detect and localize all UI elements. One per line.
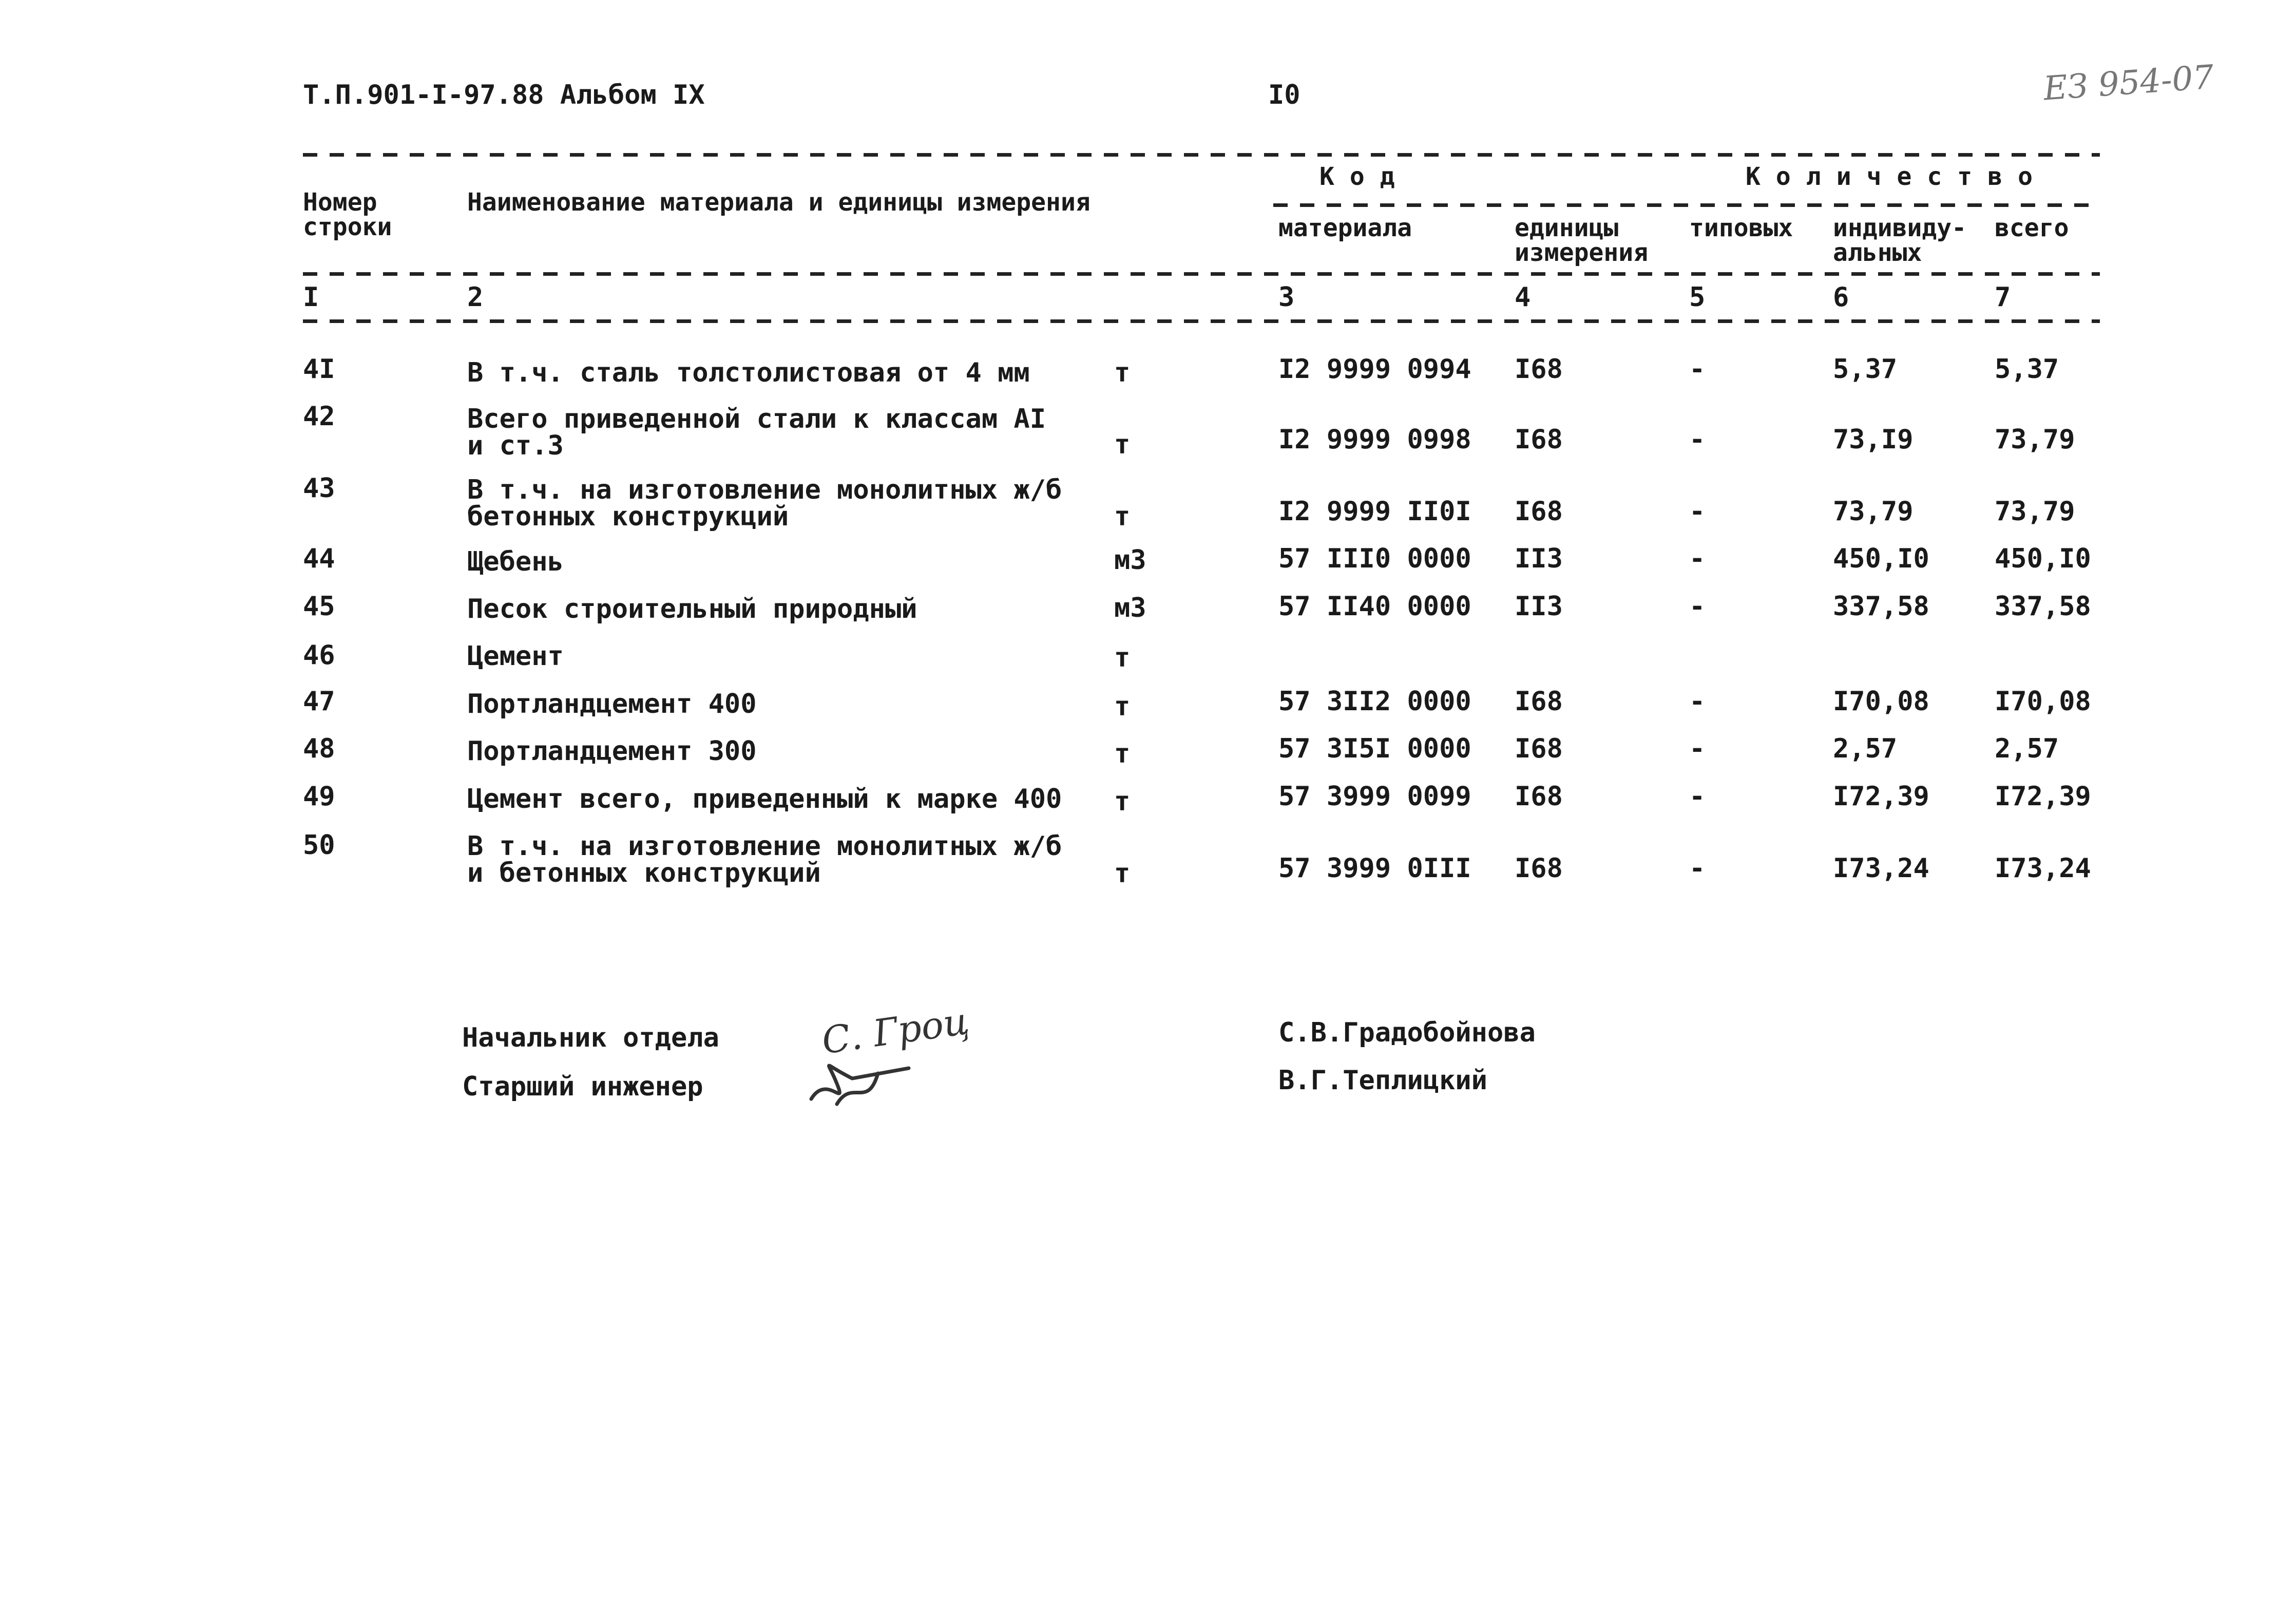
typical-qty: - xyxy=(1689,591,1706,622)
handwritten-signature-mark xyxy=(806,1058,919,1114)
material-name: Цемент xyxy=(467,641,564,672)
column-number: 5 xyxy=(1689,282,1706,313)
typical-qty: - xyxy=(1689,424,1706,455)
material-name: Портландцемент 300 xyxy=(467,736,757,767)
material-name: Портландцемент 400 xyxy=(467,689,757,719)
row-number: 47 xyxy=(303,686,335,717)
unit: т xyxy=(1114,429,1131,460)
unit: т xyxy=(1114,501,1131,532)
unit-code: I68 xyxy=(1515,853,1563,884)
individual-qty: 2,57 xyxy=(1833,733,1898,764)
row-number: 4I xyxy=(303,354,335,385)
header-typical: типовых xyxy=(1689,214,1793,242)
unit: т xyxy=(1114,738,1131,769)
material-name: Всего приведенной стали к классам АI и ст.3 xyxy=(467,404,1046,461)
material-name: Щебень xyxy=(467,546,564,577)
unit: м3 xyxy=(1114,545,1146,576)
code-group-heading: Код xyxy=(1319,162,1410,191)
total-qty: I70,08 xyxy=(1995,686,2091,717)
row-number: 49 xyxy=(303,781,335,812)
typical-qty: - xyxy=(1689,781,1706,812)
signer-role: Начальник отдела xyxy=(462,1022,719,1053)
material-code: I2 9999 0998 xyxy=(1278,424,1471,455)
total-qty: 450,I0 xyxy=(1995,543,2091,574)
individual-qty: 450,I0 xyxy=(1833,543,1929,574)
unit-code: I68 xyxy=(1515,496,1563,527)
total-qty: 73,79 xyxy=(1995,496,2075,527)
handwritten-signature: С. Гроц xyxy=(819,999,972,1063)
individual-qty: I73,24 xyxy=(1833,853,1929,884)
unit-code: I68 xyxy=(1515,781,1563,812)
unit-code: I68 xyxy=(1515,686,1563,717)
divider-top xyxy=(303,153,2100,157)
material-name: В т.ч. на изготовление монолитных ж/б и бетонных конструкций xyxy=(467,831,1062,888)
material-name: В т.ч. сталь толстолистовая от 4 мм xyxy=(467,357,1030,388)
material-code: 57 3I5I 0000 xyxy=(1278,733,1471,764)
individual-qty: I72,39 xyxy=(1833,781,1929,812)
typical-qty: - xyxy=(1689,733,1706,764)
column-number: 4 xyxy=(1515,282,1531,313)
typical-qty: - xyxy=(1689,354,1706,385)
row-number: 48 xyxy=(303,733,335,764)
material-code: I2 9999 II0I xyxy=(1278,496,1471,527)
column-number: I xyxy=(303,282,319,313)
row-number: 50 xyxy=(303,830,335,861)
column-number: 6 xyxy=(1833,282,1849,313)
divider-group xyxy=(1273,203,2100,207)
column-number: 7 xyxy=(1995,282,2011,313)
signer-name: В.Г.Теплицкий xyxy=(1278,1065,1487,1096)
typical-qty: - xyxy=(1689,496,1706,527)
header-material: материала xyxy=(1278,214,1412,242)
unit: т xyxy=(1114,357,1131,388)
row-number: 42 xyxy=(303,401,335,432)
header-row-number: Номер строки xyxy=(303,188,392,241)
individual-qty: 73,79 xyxy=(1833,496,1914,527)
divider-column-numbers-bottom xyxy=(303,319,2100,323)
quantity-group-heading: Количество xyxy=(1746,162,2048,191)
unit: т xyxy=(1114,858,1131,889)
column-number: 3 xyxy=(1278,282,1295,313)
individual-qty: 5,37 xyxy=(1833,354,1898,385)
header-unit: единицы измерения xyxy=(1515,214,1649,267)
total-qty: 5,37 xyxy=(1995,354,2059,385)
row-number: 45 xyxy=(303,591,335,622)
total-qty: I72,39 xyxy=(1995,781,2091,812)
individual-qty: I70,08 xyxy=(1833,686,1929,717)
material-code: 57 3999 0099 xyxy=(1278,781,1471,812)
material-name: В т.ч. на изготовление монолитных ж/б бетонных конструкций xyxy=(467,475,1062,532)
divider-column-numbers-top xyxy=(303,272,2100,276)
unit-code: II3 xyxy=(1515,591,1563,622)
unit-code: II3 xyxy=(1515,543,1563,574)
row-number: 43 xyxy=(303,473,335,504)
handwritten-archive-note: ЕЗ 954-07 xyxy=(2042,58,2215,108)
total-qty: 2,57 xyxy=(1995,733,2059,764)
material-name: Цемент всего, приведенный к марке 400 xyxy=(467,784,1062,814)
unit: т xyxy=(1114,691,1131,722)
row-number: 46 xyxy=(303,640,335,671)
typical-qty: - xyxy=(1689,543,1706,574)
row-number: 44 xyxy=(303,543,335,574)
material-code: 57 3999 0III xyxy=(1278,853,1471,884)
typical-qty: - xyxy=(1689,853,1706,884)
header-name: Наименование материала и единицы измерения xyxy=(467,188,1090,217)
typical-qty: - xyxy=(1689,686,1706,717)
unit-code: I68 xyxy=(1515,354,1563,385)
signer-name: С.В.Градобойнова xyxy=(1278,1017,1536,1048)
unit: т xyxy=(1114,786,1131,817)
material-name: Песок строительный природный xyxy=(467,594,917,624)
individual-qty: 337,58 xyxy=(1833,591,1929,622)
material-code: 57 II40 0000 xyxy=(1278,591,1471,622)
individual-qty: 73,I9 xyxy=(1833,424,1914,455)
document-reference: Т.П.901-I-97.88 Альбом IX xyxy=(303,80,705,110)
page-number: I0 xyxy=(1268,80,1300,110)
total-qty: 337,58 xyxy=(1995,591,2091,622)
header-individual: индивиду- альных xyxy=(1833,214,1967,267)
header-total: всего xyxy=(1995,214,2069,242)
total-qty: I73,24 xyxy=(1995,853,2091,884)
material-code: 57 III0 0000 xyxy=(1278,543,1471,574)
unit: м3 xyxy=(1114,593,1146,623)
unit-code: I68 xyxy=(1515,733,1563,764)
material-code: 57 3II2 0000 xyxy=(1278,686,1471,717)
column-number: 2 xyxy=(467,282,484,313)
material-code: I2 9999 0994 xyxy=(1278,354,1471,385)
unit-code: I68 xyxy=(1515,424,1563,455)
unit: т xyxy=(1114,642,1131,673)
signer-role: Старший инженер xyxy=(462,1071,703,1102)
total-qty: 73,79 xyxy=(1995,424,2075,455)
